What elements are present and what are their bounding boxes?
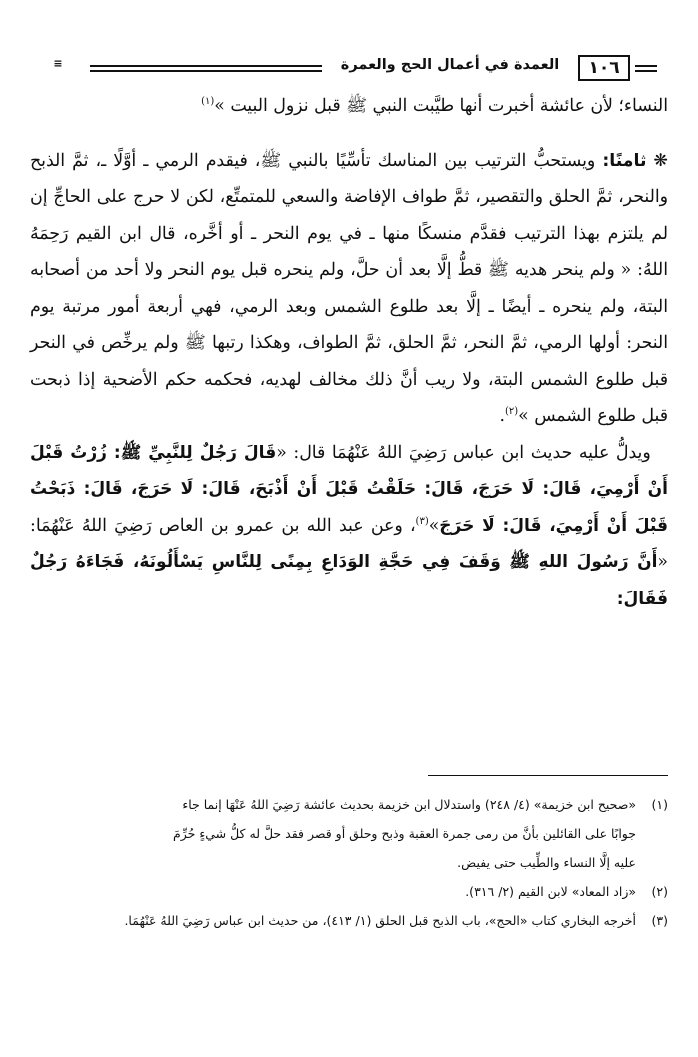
footnote-ref-2: (٢) [504, 406, 519, 418]
footnote-number: (٣) [651, 913, 668, 928]
quote-close: » [428, 515, 440, 536]
footnote-text: «صحيح ابن خزيمة» (٤/ ٢٤٨) واستدلال ابن خزيمة بحديث عائشة رَضِيَ اللهُ عَنْهَا إنما جاء [182, 797, 636, 812]
paragraph-2 [30, 143, 668, 435]
footnote-3 [30, 906, 668, 935]
paragraph-gap [30, 125, 668, 143]
running-header [30, 55, 668, 85]
star-bullet-icon: ❋ [653, 150, 668, 171]
footnote-1-cont: عليه إلَّا النساء والطِّيب حتى يفيض. [457, 855, 636, 870]
header-rule-right [635, 65, 657, 72]
footnote-number: (١) [651, 797, 668, 812]
footnote-ref-3: (٣) [415, 515, 429, 527]
hadith-quote-1: قَالَ رَجُلٌ لِلنَّبِيِّ ﷺ: زُرْتُ قَبْلَ أَنْ أَرْمِيَ، قَالَ: لَا حَرَجَ، قَالَ: حَلَقْتُ قَبْلَ أَنْ أَذْبَحَ، قَالَ: لَا حَرَجَ، قَالَ: ذَبَحْتُ قَبْلَ أَنْ أَرْمِيَ، قَالَ: لَا حَرَجَ [30, 442, 668, 536]
page-number: ١٠٦ [578, 55, 630, 81]
main-text [30, 88, 668, 617]
footnote-1 [30, 790, 668, 819]
paragraph-3-mid: ، وعن عبد الله بن عمرو بن العاص رَضِيَ اللهُ عَنْهُمَا: « [30, 515, 668, 572]
header-ornament: ≡ [53, 57, 63, 70]
paragraph-1-text: النساء؛ لأن عائشة أخبرت أنها طيَّبت النبي ﷺ قبل نزول البيت » [214, 96, 668, 116]
paragraph-3 [30, 435, 668, 618]
running-title: العمدة في أعمال الحج والعمرة [340, 57, 560, 73]
paragraph-3-intro: ويدلُّ عليه حديث ابن عباس رَضِيَ اللهُ عَنْهُمَا قال: « [276, 442, 651, 463]
footnote-2 [30, 877, 668, 906]
footnotes [30, 790, 668, 935]
footnote-ref-1: (١) [201, 96, 215, 108]
footnote-1-cont: جوابًا على القائلين بأنَّ من رمى جمرة العقبة وذبح وحلق أو قصر فقد حلَّ له كلُّ شيءٍ حُرِّمَ [173, 826, 636, 841]
footnote-number: (٢) [651, 884, 668, 899]
paragraph-2-text: ويستحبُّ الترتيب بين المناسك تأسِّيًا بالنبي ﷺ، فيقدم الرمي ـ أوَّلًا ـ، ثمَّ الذبح والنحر، ثمَّ الحلق والتقصير، ثمَّ طواف الإفاضة والسعي للمتمتِّع، لكن لا حرج على الحاجِّ إن لم يلتزم بهذا الترتيب فقدَّم منسكًا منها ـ في يوم النحر ـ أو أخَّره، قال ابن القيم رَحِمَهُ اللهُ: « ولم ينحر هديه ﷺ قطُّ إلَّا بعد أن حلَّ، ولم ينحره قبل يوم النحر ولا أحد من أصحابه البتة، ولم ينحره ـ أيضًا ـ إلَّا بعد طلوع الشمس وبعد الرمي، فهي أربعة أمور مرتبة يوم النحر: أولها الرمي، ثمَّ النحر، ثمَّ الحلق، ثمَّ الطواف، وهكذا رتبها ﷺ ولم يرخِّص في النحر قبل طلوع الشمس البتة، ولا ريب أنَّ ذلك مخالف لهديه، فحكمه حكم الأضحية إذا ذبحت قبل طلوع الشمس » [30, 150, 668, 426]
paragraph-2-end: . [499, 406, 505, 426]
header-rule-left [90, 65, 322, 72]
footnote-text: «زاد المعاد» لابن القيم (٢/ ٣١٦). [465, 884, 636, 899]
hadith-quote-2: أَنَّ رَسُولَ اللهِ ﷺ وَقَفَ فِي حَجَّةِ الوَدَاعِ بِمِنًى لِلنَّاسِ يَسْأَلُونَهُ، فَجَاءَهُ رَجُلٌ فَقَالَ: [30, 552, 668, 609]
paragraph-1 [30, 88, 668, 125]
footnote-text: أخرجه البخاري كتاب «الحج»، باب الذبح قبل الحلق (١/ ٤١٣)، من حديث ابن عباس رَضِيَ اللهُ عَنْهُمَا. [124, 913, 636, 928]
footnote-separator [428, 775, 668, 776]
section-lead: ثامنًا: [602, 150, 647, 171]
